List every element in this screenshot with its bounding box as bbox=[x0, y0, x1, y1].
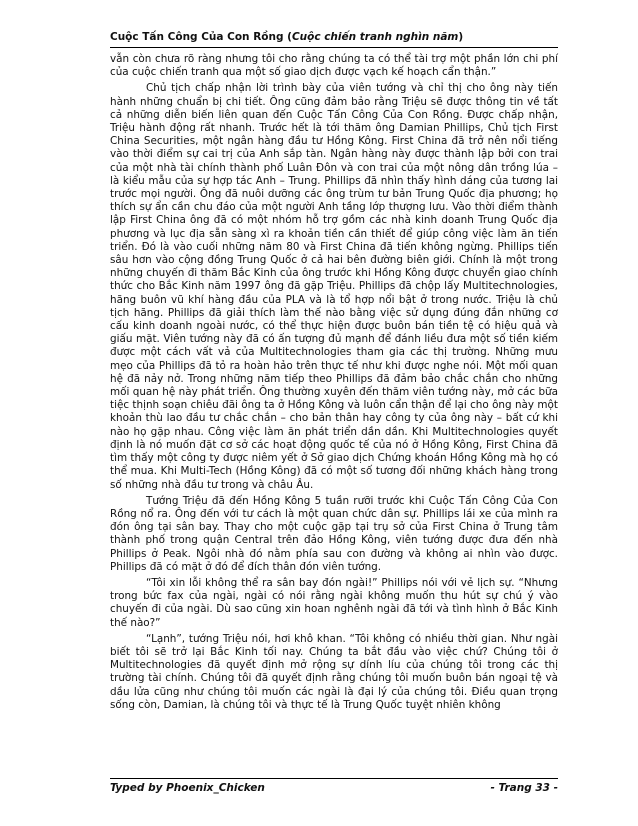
page-body bbox=[110, 53, 558, 715]
paragraph-1: vẫn còn chưa rõ ràng nhưng tôi cho rằng chúng ta có thể tài trợ một phần lớn chi phí của cuộc chiến tranh qua một số giao dịch được vạch kế hoạch cẩn thận.” bbox=[110, 53, 558, 79]
header-title: Cuộc Tấn Công Của Con Rồng ( bbox=[110, 31, 292, 43]
page-footer bbox=[110, 778, 558, 794]
paragraph-3: Tướng Triệu đã đến Hồng Kông 5 tuần rưỡi trước khi Cuộc Tấn Công Của Con Rồng nổ ra. Ông đến với tư cách là một quan chức dân sự. Phillips lái xe của mình ra đón ông tại sân bay. Thay cho một cuộc gặp tại trụ sở của First China ở Trung tâm thành phố trong quận Central trên đảo Hồng Kông, viên tướng được đưa đến nhà Phillips ở Peak. Ngôi nhà đó nằm phía sau con đường và không ai nhìn vào được. Phillips đã có mặt ở đó để đích thân đón viên tướng. bbox=[110, 494, 558, 573]
header-subtitle: Cuộc chiến tranh nghìn năm bbox=[291, 31, 459, 43]
footer-credit: Typed by Phoenix_Chicken bbox=[110, 782, 265, 794]
paragraph-4: “Tôi xin lỗi không thể ra sân bay đón ngài!” Phillips nói với vẻ lịch sự. “Nhưng trong bức fax của ngài, ngài có nói rằng ngài không muốn thu hút sự chú ý vào chuyến đi của ngài. Dù sao cũng xin hoan nghênh ngài đã tới và tình hình ở Bắc Kinh thế nào?” bbox=[110, 576, 558, 629]
paragraph-5: “Lạnh”, tướng Triệu nói, hơi khô khan. “Tôi không có nhiều thời gian. Như ngài biết tôi sẽ trở lại Bắc Kinh tối nay. Chúng ta bắt đầu vào việc chứ? Chúng tôi ở Multitechnologies đã quyết định mở rộng sự dính líu của chúng tôi trong các thị trường tài chính. Chúng tôi đã quyết định rằng chúng tôi muốn buôn bán ngoại tệ và dầu lửa cũng như chúng tôi muốn các ngài là đại lý của chúng tôi. Điều quan trọng sống còn, Damian, là chúng tôi và thực tế là Trung Quốc tuyệt nhiên không bbox=[110, 632, 558, 711]
page-header bbox=[110, 30, 558, 48]
page-number: - Trang 33 - bbox=[490, 782, 558, 794]
header-close-paren: ) bbox=[458, 31, 464, 43]
paragraph-2: Chủ tịch chấp nhận lời trình bày của viên tướng và chỉ thị cho ông này tiến hành những chuẩn bị chi tiết. Ông cũng đảm bảo rằng Triệu sẽ được thông tin về tất cả những diễn biến liên quan đến Cuộc Tấn Công Của Con Rồng. Được chấp nhận, Triệu hành động rất nhanh. Trước hết là tới thăm ông Damian Phillips, Chủ tịch First China Securities, một ngân hàng đầu tư Hồng Kông. First China đã trở nên nổi tiếng vào thời điểm sự cai trị của Anh sắp tàn. Ngân hàng này được thành lập bởi con trai của một nhà tài chính thành phố Luân Đôn và con trai của một nông dân trồng lúa – là kiểu mẫu của sự hợp tác Anh – Trung. Phillips đã nhìn thấy hình dáng của tương lai trước mọi người. Ông đã nuôi dưỡng các ông trùm tư bản Trung Quốc địa phương; họ thích sự ẩn cần chu đáo của một người Anh tầng lớp thượng lưu. Vào thời điểm thành lập First China ông đã có một nhóm hỗ trợ gồm các nhà kinh doanh Trung Quốc địa phương và lục địa sẵn sàng xì ra khoản tiền cần thiết để giúp công việc làm ăn tiến triển. Đó là vào cuối những năm 80 và First China đã tiến không ngừng. Phillips tiến sâu hơn vào cộng đồng Trung Quốc ở cả hai bên đường biên giới. Chính là một trong những chuyến đi thăm Bắc Kinh của ông trước khi Hồng Kông được chuyển giao chính thức cho Bắc Kinh năm 1997 ông đã gặp Triệu. Phillips đã chộp lấy Multitechnologies, hãng buôn vũ khí hàng đầu của PLA và là tổ hợp nổi bật ở trong nước. Triệu là chủ tịch hãng. Phillips đã giải thích làm thế nào bằng việc sử dụng đúng đắn những cơ cấu kinh doanh ngoài nước, có thể thực hiện được buôn bán tiền tệ có hiệu quả và giấu mặt. Viên tướng này đã có ấn tượng đủ mạnh để đánh liều đưa một số tiền kiếm được một cách vất vả của Multitechnologies tham gia các thị trường. Những mưu mẹo của Phillips đã tỏ ra hoàn hảo trên thực tế như khi được nghe nói. Một mối quan hệ đã nảy nở. Trong những năm tiếp theo Phillips đã đảm bảo chắc chắn cho những mối quan hệ này phát triển. Ông thường xuyên đến thăm viên tướng này, mở các bữa tiệc thịnh soạn chiêu đãi ông ta ở Hồng Kông và luôn cẩn thận để lại cho ông này một khoản thù lao đầu tư chắc chắn – cho bản thân hay công ty của ông này – bất cứ khi nào họ gặp nhau. Công việc làm ăn phát triển dần dần. Khi Multitechnologies quyết định là nó muốn đặt cơ sở các hoạt động quốc tế của nó ở Hồng Kông, First China đã tìm thấy một công ty được niêm yết ở Sở giao dịch Chứng khoán Hồng Kông mà họ có thể mua. Khi Multi-Tech (Hồng Kông) đã có một số tương đối những khách hàng trong số những nhà đầu tư trong và châu Âu. bbox=[110, 82, 558, 491]
